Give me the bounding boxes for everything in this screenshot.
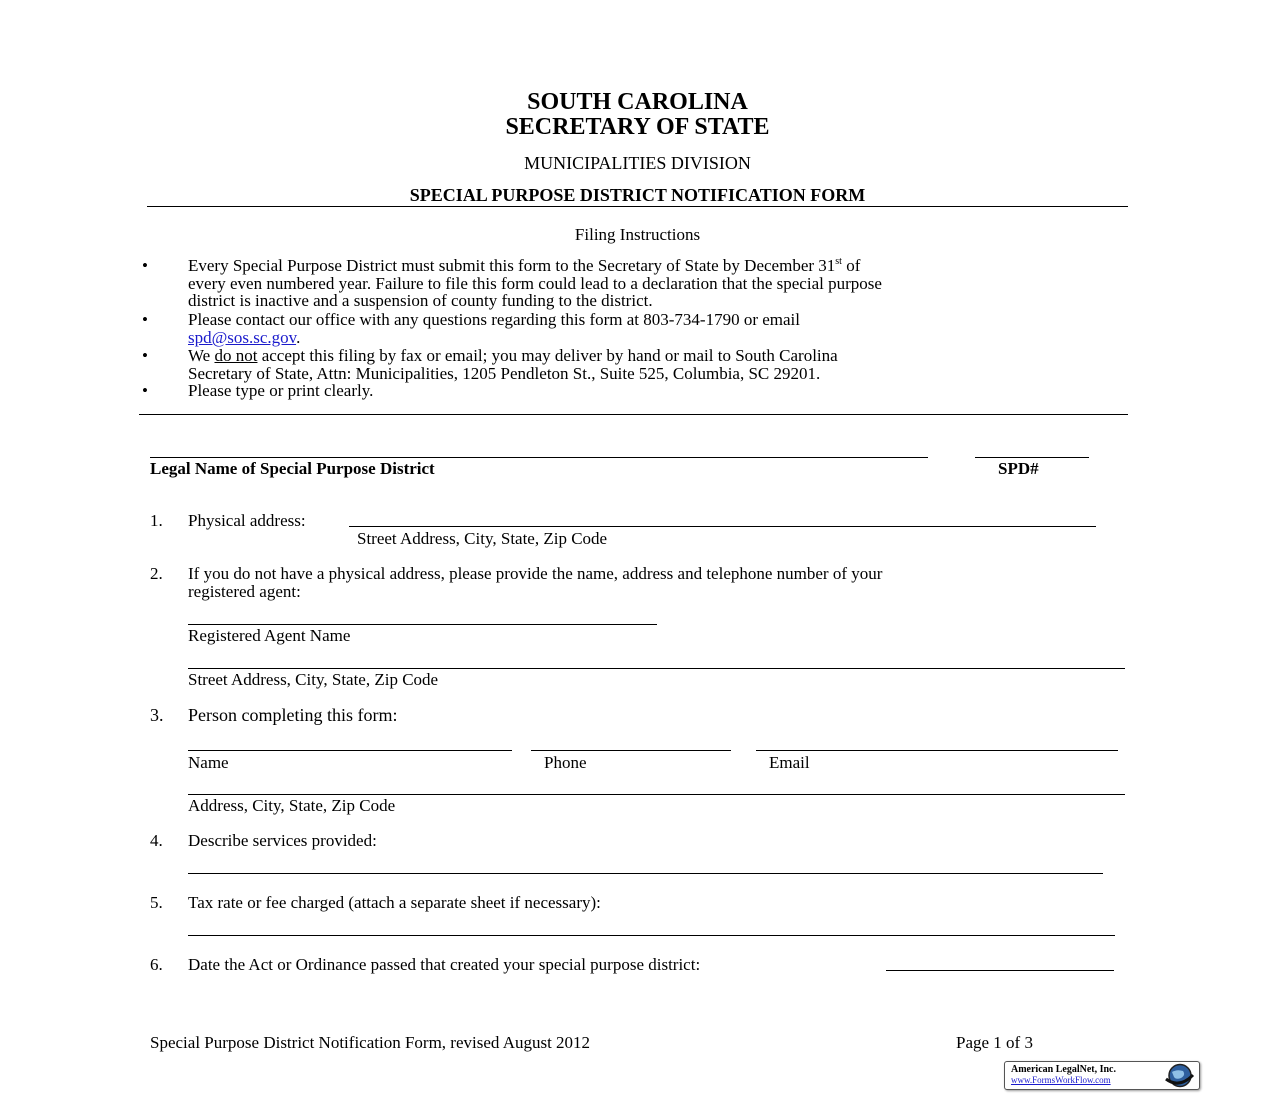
bullet-3: • (142, 346, 148, 365)
legal-name-label: Legal Name of Special Purpose District (150, 459, 435, 478)
q4-number: 4. (150, 831, 163, 850)
bullet-2: • (142, 310, 148, 329)
state-heading: SOUTH CAROLINA (527, 89, 748, 115)
instruction-1-line2: every even numbered year. Failure to file this form could lead to a declaration that the special purpose (188, 274, 882, 293)
agent-name-label: Registered Agent Name (188, 626, 351, 645)
instruction-3-text-end: accept this filing by fax or email; you may deliver by hand or mail to South Carolina (257, 346, 838, 365)
title-divider (147, 206, 1128, 207)
email-period: . (296, 328, 301, 347)
instruction-3-text-start: We (188, 346, 215, 365)
page-number: Page 1 of 3 (956, 1033, 1033, 1052)
services-field[interactable] (188, 873, 1103, 874)
instruction-1-text-end: of (841, 256, 861, 275)
completer-address-field[interactable] (188, 794, 1125, 795)
email-label: Email (769, 753, 810, 772)
instruction-3-line1 (188, 346, 838, 366)
phone-field[interactable] (531, 750, 731, 751)
bullet-1: • (142, 256, 148, 275)
q6-number: 6. (150, 955, 163, 974)
bullet-4: • (142, 381, 148, 400)
spd-number-field[interactable] (975, 457, 1089, 458)
q6-label: Date the Act or Ordinance passed that created your special purpose district: (188, 955, 701, 974)
logo-url: www.FormsWorkFlow.com (1011, 1075, 1111, 1085)
name-label: Name (188, 753, 229, 772)
office-heading: SECRETARY OF STATE (505, 114, 770, 140)
instruction-1-line3: district is inactive and a suspension of county funding to the district. (188, 291, 653, 310)
division-heading: MUNICIPALITIES DIVISION (524, 153, 751, 173)
tax-rate-field[interactable] (188, 935, 1115, 936)
email-field[interactable] (756, 750, 1118, 751)
completer-address-label: Address, City, State, Zip Code (188, 796, 396, 815)
q5-label: Tax rate or fee charged (attach a separate sheet if necessary): (188, 893, 601, 912)
physical-address-field[interactable] (349, 526, 1096, 527)
q3-label: Person completing this form: (188, 705, 398, 725)
q4-label: Describe services provided: (188, 831, 377, 850)
instruction-1-text: Every Special Purpose District must submit this form to the Secretary of State by December 31 (188, 256, 836, 275)
ordinal-suffix: st (835, 256, 842, 267)
phone-label: Phone (544, 753, 587, 772)
registered-agent-name-field[interactable] (188, 624, 657, 625)
q1-number: 1. (150, 511, 163, 530)
instruction-3-line2: Secretary of State, Attn: Municipalities, 1205 Pendleton St., Suite 525, Columbia, SC 29201. (188, 364, 821, 383)
globe-icon (1163, 1063, 1195, 1088)
instructions-heading: Filing Instructions (574, 225, 701, 244)
form-title: SPECIAL PURPOSE DISTRICT NOTIFICATION FORM (409, 185, 866, 205)
q3-number: 3. (150, 705, 164, 725)
forms-workflow-logo[interactable] (1004, 1061, 1200, 1090)
do-not-emphasis: do not (214, 346, 258, 365)
q2-line1: If you do not have a physical address, please provide the name, address and telephone number of your (188, 564, 883, 583)
instruction-4: Please type or print clearly. (188, 381, 374, 400)
q5-number: 5. (150, 893, 163, 912)
email-link[interactable]: spd@sos.sc.gov (188, 328, 297, 347)
name-field[interactable] (188, 750, 512, 751)
q2-number: 2. (150, 564, 163, 583)
q1-sublabel: Street Address, City, State, Zip Code (357, 529, 608, 548)
instruction-1-line1 (188, 256, 860, 276)
instructions-divider (139, 414, 1128, 415)
act-date-field[interactable] (886, 970, 1114, 971)
spd-label: SPD# (998, 459, 1039, 478)
instruction-2-line2 (188, 328, 300, 348)
legal-name-field[interactable] (150, 457, 928, 458)
agent-address-field[interactable] (188, 668, 1125, 669)
q2-line2: registered agent: (188, 582, 301, 601)
logo-company: American LegalNet, Inc. (1011, 1064, 1116, 1075)
agent-address-label: Street Address, City, State, Zip Code (188, 670, 439, 689)
q1-label: Physical address: (188, 511, 306, 530)
instruction-2-line1: Please contact our office with any questions regarding this form at 803-734-1790 or email (188, 310, 800, 329)
footer-revision: Special Purpose District Notification Form, revised August 2012 (150, 1033, 591, 1052)
